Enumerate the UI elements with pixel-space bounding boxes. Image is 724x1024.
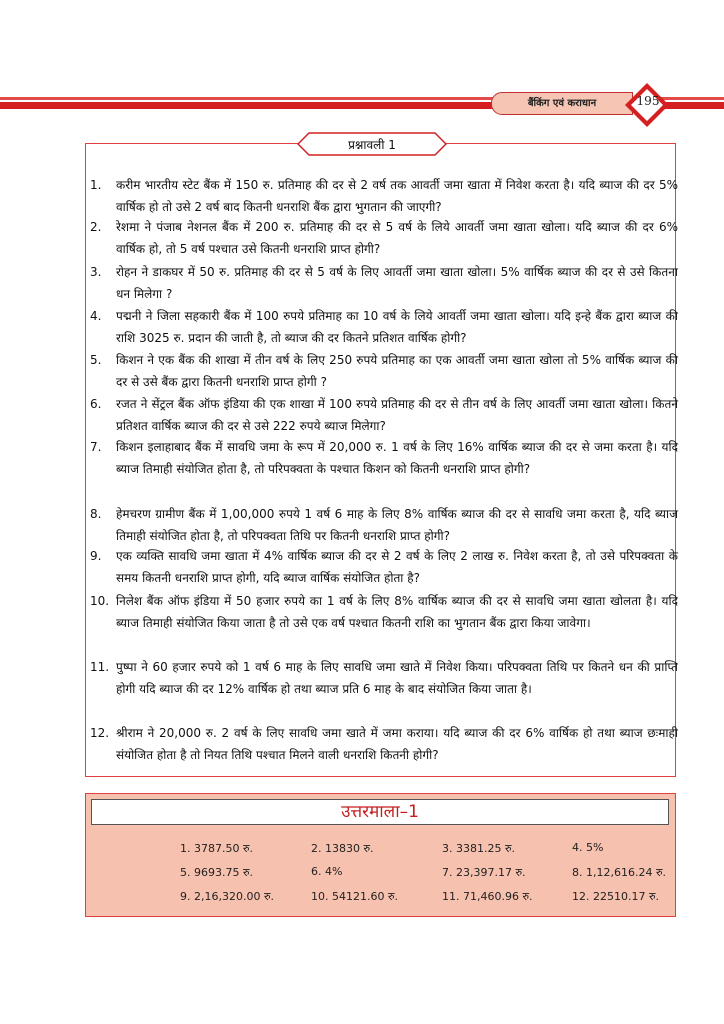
answer-item: 5. 9693.75 रु. <box>180 866 254 879</box>
page-number: 195 <box>636 94 660 108</box>
question-number: 2. <box>90 220 102 234</box>
answer-title: उत्तरमाला–1 <box>91 799 669 825</box>
question-text: रजत ने सेंट्रल बैंक ऑफ इंडिया की एक शाखा में 100 रुपये प्रतिमाह की दर से तीन वर्ष के लिए आवर्ती जमा खाता खोला। कितने प्रतिशत वार्षिक ब्याज की दर से उसे 222 रुपये ब्याज मिलेगा? <box>116 397 678 433</box>
question-text: पुष्पा ने 60 हजार रुपये को 1 वर्ष 6 माह के लिए सावधि जमा खाते में निवेश किया। परिपक्वता तिथि पर कितने धन की प्राप्ति होगी यदि ब्याज की दर 12% वार्षिक हो तथा ब्याज प्रति 6 माह के बाद संयोजित किया जाता है। <box>116 660 678 696</box>
answer-item: 8. 1,12,616.24 रु. <box>572 866 667 879</box>
answer-item: 1. 3787.50 रु. <box>180 842 254 855</box>
question-text: हेमचरण ग्रामीण बैंक में 1,00,000 रुपये 1 वर्ष 6 माह के लिए 8% वार्षिक ब्याज की दर से सावधि जमा करता है, यदि ब्याज तिमाही संयोजित होता है, तो परिपक्वता तिथि पर कितनी धनराशि प्राप्त होगी? <box>116 507 678 543</box>
question-item <box>88 174 678 218</box>
question-item <box>88 261 678 305</box>
question-item <box>88 393 678 437</box>
question-text: एक व्यक्ति सावधि जमा खाता में 4% वार्षिक ब्याज की दर से 2 वर्ष के लिए 2 लाख रु. निवेश करता है, तो उसे परिपक्वता के समय कितनी धनराशि प्राप्त होगी, यदि ब्याज वार्षिक संयोजित होता है? <box>116 549 678 585</box>
question-text: रेशमा ने पंजाब नेशनल बैंक में 200 रु. प्रतिमाह की दर से 5 वर्ष के लिये आवर्ती जमा खाता खोला। यदि ब्याज की दर 6% वार्षिक हो, तो 5 वर्ष पश्चात उसे कितनी धनराशि प्राप्त होगी? <box>116 220 678 256</box>
question-number: 4. <box>90 309 102 323</box>
question-number: 8. <box>90 507 102 521</box>
question-text: किशन इलाहाबाद बैंक में सावधि जमा के रूप में 20,000 रु. 1 वर्ष के लिए 16% वार्षिक ब्याज की दर से जमा करता है। यदि ब्याज तिमाही संयोजित होता है, तो परिपक्वता के पश्चात किशन को कितनी धनराशि प्राप्त होगी? <box>116 440 678 476</box>
question-number: 1. <box>90 178 102 192</box>
question-item <box>88 216 678 260</box>
question-item <box>88 545 678 589</box>
question-item <box>88 656 678 700</box>
question-number: 3. <box>90 265 102 279</box>
question-number: 11. <box>90 660 110 674</box>
question-item <box>88 436 678 480</box>
exercise-title: प्रश्नावली 1 <box>348 138 396 152</box>
answer-item: 2. 13830 रु. <box>311 842 374 855</box>
chapter-title: बैंकिंग एवं कराधान <box>491 92 633 115</box>
question-number: 5. <box>90 353 102 367</box>
question-text: श्रीराम ने 20,000 रु. 2 वर्ष के लिए सावधि जमा खाते में जमा कराया। यदि ब्याज की दर 6% वार्षिक हो तथा ब्याज छःमाही संयोजित होता है तो नियत तिथि पश्चात मिलने वाली धनराशि कितनी होगी? <box>116 726 678 762</box>
answer-item: 7. 23,397.17 रु. <box>442 866 526 879</box>
answer-item: 3. 3381.25 रु. <box>442 842 516 855</box>
answer-item: 11. 71,460.96 रु. <box>442 890 533 903</box>
answer-item: 12. 22510.17 रु. <box>572 890 660 903</box>
answer-item: 6. 4% <box>311 865 343 878</box>
answer-item: 10. 54121.60 रु. <box>311 890 399 903</box>
question-number: 10. <box>90 594 110 608</box>
question-item <box>88 305 678 349</box>
question-item <box>88 722 678 766</box>
question-text: करीम भारतीय स्टेट बैंक में 150 रु. प्रतिमाह की दर से 2 वर्ष तक आवर्ती जमा खाता में निवेश करता है। यदि ब्याज की दर 5% वार्षिक हो तो उसे 2 वर्ष बाद कितनी धनराशि बैंक द्वारा भुगतान की जाएगी? <box>116 178 678 214</box>
answer-item: 9. 2,16,320.00 रु. <box>180 890 275 903</box>
question-item <box>88 349 678 393</box>
question-number: 6. <box>90 397 102 411</box>
question-text: निलेश बैंक ऑफ इंडिया में 50 हजार रुपये का 1 वर्ष के लिए 8% वार्षिक ब्याज की दर से सावधि जमा खाता खोलता है। यदि ब्याज तिमाही संयोजित किया जाता है तो उसे एक वर्ष पश्चात कितनी राशि का भुगतान बैंक द्वारा किया जावेगा। <box>116 594 678 630</box>
question-item <box>88 503 678 547</box>
question-text: किशन ने एक बैंक की शाखा में तीन वर्ष के लिए 250 रुपये प्रतिमाह का एक आवर्ती जमा खाता खोला तो 5% वार्षिक ब्याज की दर से उसे बैंक द्वारा कितनी धनराशि प्राप्त होगी ? <box>116 353 678 389</box>
question-number: 7. <box>90 440 102 454</box>
answer-item: 4. 5% <box>572 841 604 854</box>
question-item <box>88 590 678 634</box>
question-text: रोहन ने डाकघर में 50 रु. प्रतिमाह की दर से 5 वर्ष के लिए आवर्ती जमा खाता खोला। 5% वार्षिक ब्याज की दर से उसे कितना धन मिलेगा ? <box>116 265 678 301</box>
question-number: 12. <box>90 726 110 740</box>
question-text: पद्मनी ने जिला सहकारी बैंक में 100 रुपये प्रतिमाह का 10 वर्ष के लिये आवर्ती जमा खाता खोला। यदि इन्हे बैंक द्वारा ब्याज की राशि 3025 रु. प्रदान की जाती है, तो ब्याज की दर कितने प्रतिशत वार्षिक होगी? <box>116 309 678 345</box>
question-number: 9. <box>90 549 102 563</box>
